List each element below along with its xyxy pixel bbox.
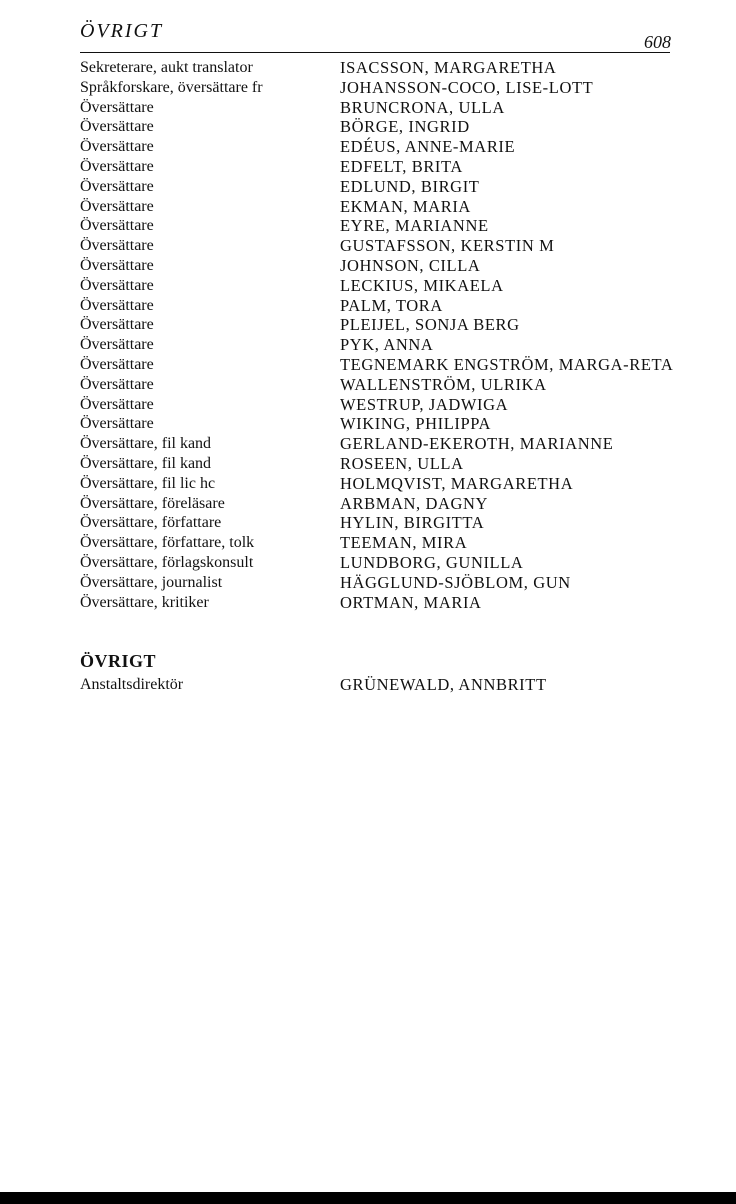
entry-title: Översättare bbox=[80, 256, 154, 274]
entry-row bbox=[80, 216, 680, 236]
entry-row bbox=[80, 335, 680, 355]
entry-title: Sekreterare, aukt translator bbox=[80, 59, 253, 76]
entry-name: ROSEEN, ULLA bbox=[340, 453, 464, 473]
entry-row bbox=[80, 395, 680, 415]
entry-title: Översättare bbox=[80, 157, 154, 175]
entry-row bbox=[80, 58, 680, 78]
section-entry-list bbox=[80, 675, 680, 695]
entry-name: BÖRGE, INGRID bbox=[340, 117, 470, 137]
entry-title: Översättare, fil kand bbox=[80, 435, 212, 453]
entry-title: Översättare, förlagskonsult bbox=[80, 553, 254, 571]
entry-row bbox=[80, 454, 680, 474]
entry-row bbox=[80, 355, 680, 375]
entry-row bbox=[80, 434, 680, 454]
entry-title: Översättare bbox=[80, 355, 154, 373]
entry-title: Översättare bbox=[80, 138, 154, 156]
entry-title: Översättare, fil kand bbox=[80, 454, 212, 472]
entry-name: HYLIN, BIRGITTA bbox=[340, 513, 485, 533]
entry-name: JOHANSSON-COCO, LISE-LOTT bbox=[340, 77, 594, 97]
entry-name: EYRE, MARIANNE bbox=[340, 216, 489, 236]
entry-title: Översättare bbox=[80, 375, 154, 393]
entry-title: Översättare bbox=[80, 316, 154, 334]
header-rule bbox=[80, 52, 670, 53]
entry-title: Översättare, fil lic hc bbox=[80, 474, 216, 492]
entry-name: HOLMQVIST, MARGARETHA bbox=[340, 473, 574, 493]
entry-row bbox=[80, 375, 680, 395]
entry-name: EKMAN, MARIA bbox=[340, 196, 471, 216]
entry-name: ORTMAN, MARIA bbox=[340, 592, 482, 612]
running-head: ÖVRIGT bbox=[80, 20, 164, 42]
entry-title: Översättare, journalist bbox=[80, 573, 223, 591]
entry-name: GERLAND-EKEROTH, MARIANNE bbox=[340, 434, 614, 454]
entry-title: Översättare bbox=[80, 217, 154, 235]
entry-title: Anstaltsdirektör bbox=[80, 676, 184, 693]
entry-title: Översättare bbox=[80, 98, 154, 116]
entry-name: EDLUND, BIRGIT bbox=[340, 176, 480, 196]
entry-title: Översättare bbox=[80, 276, 154, 294]
entry-name: ISACSSON, MARGARETHA bbox=[340, 58, 557, 77]
entry-title: Översättare bbox=[80, 336, 154, 354]
entry-row bbox=[80, 236, 680, 256]
entry-row bbox=[80, 513, 680, 533]
entry-title: Översättare bbox=[80, 177, 154, 195]
entry-row bbox=[80, 593, 680, 613]
entry-title: Översättare bbox=[80, 237, 154, 255]
entry-name: GUSTAFSSON, KERSTIN M bbox=[340, 236, 555, 256]
entry-name: LUNDBORG, GUNILLA bbox=[340, 552, 524, 572]
entry-name: HÄGGLUND-SJÖBLOM, GUN bbox=[340, 572, 571, 592]
entry-row bbox=[80, 276, 680, 296]
entry-name: LECKIUS, MIKAELA bbox=[340, 275, 504, 295]
entry-name: ARBMAN, DAGNY bbox=[340, 493, 489, 513]
entry-row bbox=[80, 296, 680, 316]
entry-title: Översättare bbox=[80, 415, 154, 433]
entry-name: WIKING, PHILIPPA bbox=[340, 414, 492, 434]
entry-row bbox=[80, 256, 680, 276]
entry-name: WESTRUP, JADWIGA bbox=[340, 394, 509, 414]
entry-name: GRÜNEWALD, ANNBRITT bbox=[340, 675, 547, 694]
page-number: 608 bbox=[644, 32, 671, 52]
entry-title: Översättare bbox=[80, 296, 154, 314]
entry-title: Översättare, kritiker bbox=[80, 593, 209, 611]
entry-row bbox=[80, 197, 680, 217]
entry-title: Översättare bbox=[80, 197, 154, 215]
entry-title: Översättare bbox=[80, 395, 154, 413]
entry-title: Översättare bbox=[80, 118, 154, 136]
entry-row bbox=[80, 494, 680, 514]
entry-list bbox=[80, 58, 680, 612]
entry-name: PALM, TORA bbox=[340, 295, 443, 315]
entry-row bbox=[80, 414, 680, 434]
entry-name: TEGNEMARK ENGSTRÖM, MARGA-RETA bbox=[340, 354, 674, 374]
entry-row bbox=[80, 315, 680, 335]
entry-row bbox=[80, 117, 680, 137]
entry-row bbox=[80, 98, 680, 118]
entry-title: Översättare, föreläsare bbox=[80, 494, 225, 512]
entry-name: JOHNSON, CILLA bbox=[340, 255, 481, 275]
entry-row bbox=[80, 137, 680, 157]
entry-row bbox=[80, 78, 680, 98]
entry-row bbox=[80, 675, 680, 695]
entry-name: PLEIJEL, SONJA BERG bbox=[340, 315, 520, 335]
entry-name: TEEMAN, MIRA bbox=[340, 533, 468, 553]
entry-name: WALLENSTRÖM, ULRIKA bbox=[340, 374, 547, 394]
entry-row bbox=[80, 474, 680, 494]
entry-name: PYK, ANNA bbox=[340, 335, 434, 355]
entry-title: Språkforskare, översättare fr bbox=[80, 78, 263, 96]
entry-title: Översättare, författare, tolk bbox=[80, 534, 255, 552]
scan-bottom-edge bbox=[0, 1192, 736, 1204]
entry-row bbox=[80, 553, 680, 573]
entry-row bbox=[80, 157, 680, 177]
entry-name: EDÉUS, ANNE-MARIE bbox=[340, 137, 516, 157]
entry-name: BRUNCRONA, ULLA bbox=[340, 97, 505, 117]
section-heading: ÖVRIGT bbox=[80, 651, 157, 671]
entry-row bbox=[80, 533, 680, 553]
entry-title: Översättare, författare bbox=[80, 514, 222, 532]
entry-name: EDFELT, BRITA bbox=[340, 156, 463, 176]
entry-row bbox=[80, 177, 680, 197]
entry-row bbox=[80, 573, 680, 593]
